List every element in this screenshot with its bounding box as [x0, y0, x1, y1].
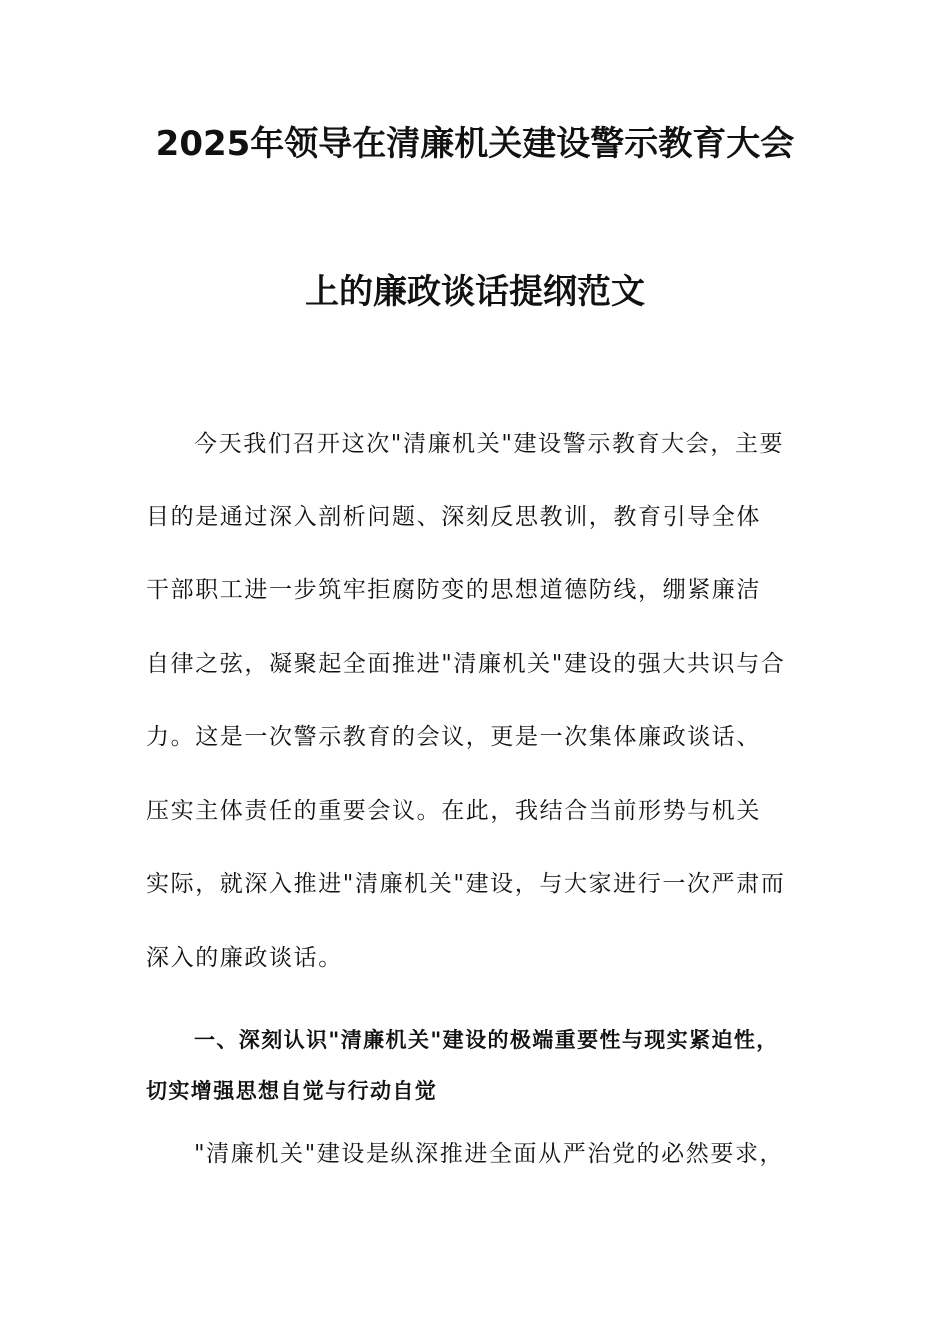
- document-title-line-2: 上的廉政谈话提纲范文: [305, 272, 645, 312]
- intro-line-7: 实际，就深入推进"清廉机关"建设，与大家进行一次严肃而: [146, 871, 786, 897]
- intro-line-2: 目的是通过深入剖析问题、深刻反思教训，教育引导全体: [146, 504, 761, 530]
- intro-line-3: 干部职工进一步筑牢拒腐防变的思想道德防线，绷紧廉洁: [146, 577, 761, 603]
- intro-line-5: 力。这是一次警示教育的会议，更是一次集体廉政谈话、: [146, 724, 761, 750]
- section-heading-line-1: 一、深刻认识"清廉机关"建设的极端重要性与现实紧迫性，: [194, 1027, 779, 1052]
- document-title-line-1: 2025年领导在清廉机关建设警示教育大会: [155, 124, 795, 164]
- intro-line-1: 今天我们召开这次"清廉机关"建设警示教育大会，主要: [194, 431, 785, 457]
- section-heading-line-2: 切实增强思想自觉与行动自觉: [146, 1078, 438, 1103]
- intro-line-6: 压实主体责任的重要会议。在此，我结合当前形势与机关: [146, 798, 761, 824]
- section-paragraph-line-1: "清廉机关"建设是纵深推进全面从严治党的必然要求，: [194, 1141, 785, 1167]
- intro-line-4: 自律之弦，凝聚起全面推进"清廉机关"建设的强大共识与合: [146, 651, 786, 677]
- intro-line-8: 深入的廉政谈话。: [146, 945, 343, 971]
